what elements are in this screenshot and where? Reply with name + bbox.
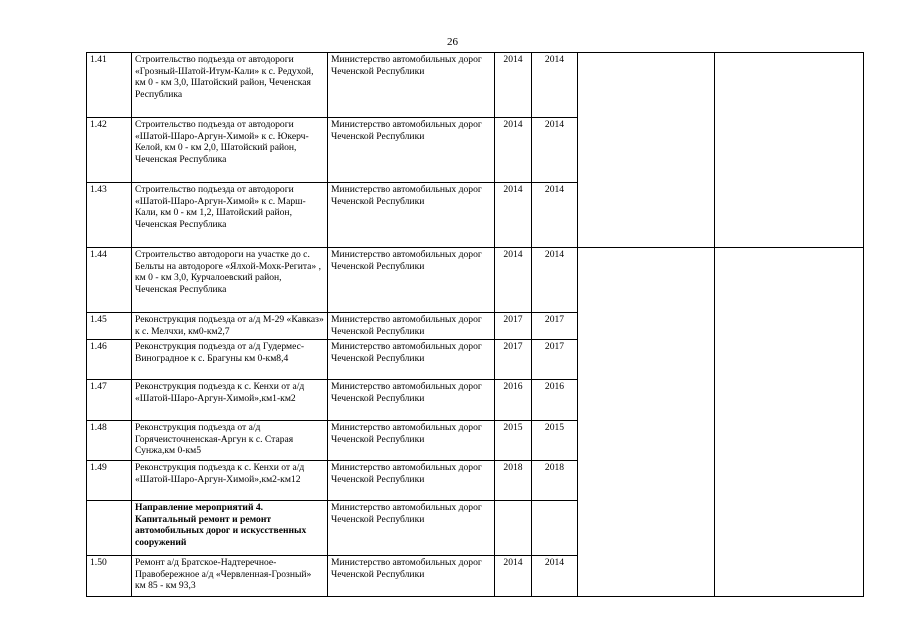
end-year: 2014 xyxy=(532,53,578,118)
row-number: 1.45 xyxy=(87,313,132,340)
empty-cell xyxy=(715,53,864,248)
executor: Министерство автомобильных дорог Чеченской Республики xyxy=(328,421,495,461)
start-year: 2016 xyxy=(495,380,532,421)
row-number xyxy=(87,501,132,556)
executor: Министерство автомобильных дорог Чеченской Республики xyxy=(328,340,495,380)
executor: Министерство автомобильных дорог Чеченской Республики xyxy=(328,183,495,248)
measure-name: Строительство автодороги на участке до с. Бельты на автодороге «Ялхой-Мохк-Регита» , км 0 - км 3,0, Курчалоевский район, Чеченская Республика xyxy=(132,248,328,313)
row-number: 1.49 xyxy=(87,461,132,501)
page-number: 26 xyxy=(447,36,458,48)
end-year: 2015 xyxy=(532,421,578,461)
row-number: 1.41 xyxy=(87,53,132,118)
start-year: 2017 xyxy=(495,340,532,380)
end-year: 2014 xyxy=(532,556,578,597)
start-year: 2015 xyxy=(495,421,532,461)
empty-cell xyxy=(715,248,864,597)
measure-name: Строительство подъезда от автодороги «Шатой-Шаро-Аргун-Химой» к с. Юкерч-Келой, км 0 - км 2,0, Шатойский район, Чеченская Республика xyxy=(132,118,328,183)
measure-name: Реконструкция подъезда к с. Кенхи от а/д «Шатой-Шаро-Аргун-Химой»,км2-км12 xyxy=(132,461,328,501)
start-year: 2018 xyxy=(495,461,532,501)
section-heading: Направление мероприятий 4. Капитальный ремонт и ремонт автомобильных дорог и искусственных сооружений xyxy=(132,501,328,556)
measure-name: Реконструкция подъезда к с. Кенхи от а/д «Шатой-Шаро-Аргун-Химой»,км1-км2 xyxy=(132,380,328,421)
measure-name: Реконструкция подъезда от а/д Горячеисточненская-Аргун к с. Старая Сунжа,км 0-км5 xyxy=(132,421,328,461)
start-year: 2014 xyxy=(495,118,532,183)
executor: Министерство автомобильных дорог Чеченской Республики xyxy=(328,380,495,421)
executor: Министерство автомобильных дорог Чеченской Республики xyxy=(328,53,495,118)
start-year: 2014 xyxy=(495,183,532,248)
measures-table xyxy=(86,52,864,597)
executor: Министерство автомобильных дорог Чеченской Республики xyxy=(328,248,495,313)
measure-name: Ремонт а/д Братское-Надтеречное-Правобережное а/д «Червленная-Грозный» км 85 - км 93,3 xyxy=(132,556,328,597)
table-row xyxy=(87,53,864,118)
empty-cell xyxy=(578,53,715,248)
table-row xyxy=(87,248,864,313)
start-year: 2014 xyxy=(495,53,532,118)
executor: Министерство автомобильных дорог Чеченской Республики xyxy=(328,118,495,183)
end-year: 2014 xyxy=(532,118,578,183)
row-number: 1.47 xyxy=(87,380,132,421)
end-year: 2016 xyxy=(532,380,578,421)
start-year: 2017 xyxy=(495,313,532,340)
row-number: 1.48 xyxy=(87,421,132,461)
executor: Министерство автомобильных дорог Чеченской Республики xyxy=(328,501,495,556)
measure-name: Реконструкция подъезда от а/д Гудермес-Виноградное к с. Брагуны км 0-км8,4 xyxy=(132,340,328,380)
end-year: 2017 xyxy=(532,340,578,380)
start-year xyxy=(495,501,532,556)
executor: Министерство автомобильных дорог Чеченской Республики xyxy=(328,313,495,340)
row-number: 1.50 xyxy=(87,556,132,597)
start-year: 2014 xyxy=(495,248,532,313)
row-number: 1.46 xyxy=(87,340,132,380)
row-number: 1.43 xyxy=(87,183,132,248)
measure-name: Строительство подъезда от автодороги «Шатой-Шаро-Аргун-Химой» к с. Марш-Кали, км 0 - км 1,2, Шатойский район, Чеченская Республика xyxy=(132,183,328,248)
measure-name: Строительство подъезда от автодороги «Грозный-Шатой-Итум-Кали» к с. Редухой, км 0 - км 3,0, Шатойский район, Чеченская Республика xyxy=(132,53,328,118)
start-year: 2014 xyxy=(495,556,532,597)
row-number: 1.44 xyxy=(87,248,132,313)
empty-cell xyxy=(578,248,715,597)
executor: Министерство автомобильных дорог Чеченской Республики xyxy=(328,556,495,597)
end-year: 2017 xyxy=(532,313,578,340)
end-year xyxy=(532,501,578,556)
end-year: 2014 xyxy=(532,183,578,248)
end-year: 2014 xyxy=(532,248,578,313)
measure-name: Реконструкция подъезда от а/д М-29 «Кавказ» к с. Мелчхи, км0-км2,7 xyxy=(132,313,328,340)
row-number: 1.42 xyxy=(87,118,132,183)
executor: Министерство автомобильных дорог Чеченской Республики xyxy=(328,461,495,501)
end-year: 2018 xyxy=(532,461,578,501)
